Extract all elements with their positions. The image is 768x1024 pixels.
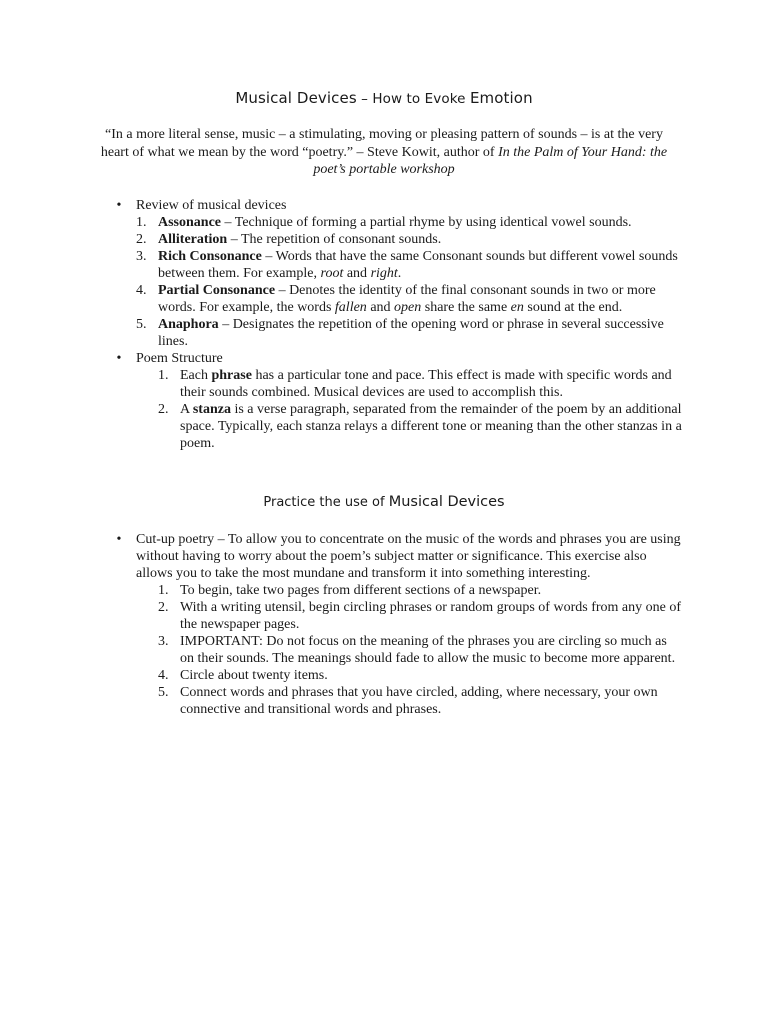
step-text: To begin, take two pages from different sections of a newspaper.: [180, 583, 542, 598]
list-number: 2.: [158, 402, 169, 417]
list-number: 3.: [136, 249, 147, 264]
cutup-section: [112, 531, 682, 718]
connector: and: [366, 300, 395, 315]
example-word: open: [394, 300, 422, 315]
step-text: Connect words and phrases that you have circled, adding, where necessary, your own connective and transitional words and phrases.: [180, 685, 658, 717]
definition: Technique of forming a partial rhyme by using identical vowel sounds.: [234, 215, 632, 230]
separator: –: [221, 215, 235, 230]
definition: The repetition of consonant sounds.: [240, 232, 442, 247]
punctuation: .: [397, 266, 402, 281]
example-word: root: [320, 266, 344, 281]
list-item: [158, 599, 682, 633]
term: Partial Consonance: [158, 283, 276, 298]
list-item: [158, 367, 682, 401]
review-heading: Review of musical devices: [136, 198, 287, 213]
list-number: 3.: [158, 634, 169, 649]
list-number: 4.: [158, 668, 169, 683]
quote-text: “In a more literal sense, music – a stimulating, moving or pleasing pattern of sounds – is at the very heart of what we mean by the word “poetry.” – Steve Kowit, author of: [100, 127, 663, 160]
step-text: Circle about twenty items.: [180, 668, 328, 683]
text: Each: [180, 368, 212, 383]
example-word: en: [510, 300, 524, 315]
practice-heading-emphasis: Musical Devices: [388, 494, 505, 510]
step-text: IMPORTANT: Do not focus on the meaning of the phrases you are circling so much as on their sounds. The meanings should fade to allow the music to become more apparent.: [180, 634, 676, 666]
list-item: [158, 667, 682, 684]
title-sub: How to Evoke: [372, 91, 470, 107]
title-main: Musical Devices: [235, 89, 357, 107]
bullet-cutup: [112, 531, 682, 718]
list-number: 1.: [158, 368, 169, 383]
review-list: [136, 214, 682, 350]
term: Alliteration: [158, 232, 228, 247]
list-item: [136, 214, 682, 231]
list-item: [136, 282, 682, 316]
term: stanza: [192, 402, 231, 417]
definition: Designates the repetition of the opening word or phrase in several successive lines.: [158, 317, 664, 349]
term: Assonance: [158, 215, 222, 230]
list-item: [158, 633, 682, 667]
bullet-review: [112, 197, 682, 350]
title-end: Emotion: [469, 89, 533, 107]
list-item: [158, 684, 682, 718]
list-number: 5.: [136, 317, 147, 332]
bullet-structure: [112, 350, 682, 452]
step-text: With a writing utensil, begin circling phrases or random groups of words from any one of the newspaper pages.: [180, 600, 681, 632]
bullet-dot: •: [116, 532, 122, 547]
list-number: 2.: [136, 232, 147, 247]
separator: –: [218, 317, 233, 332]
connector: and: [343, 266, 371, 281]
definition: has a particular tone and pace. This effect is made with specific words and their sounds combined. Musical devices are used to accomplish this.: [180, 368, 672, 400]
definition-end: sound at the end.: [523, 300, 623, 315]
list-item: [158, 582, 682, 599]
example-word: right: [370, 266, 398, 281]
list-number: 2.: [158, 600, 169, 615]
list-number: 1.: [136, 215, 147, 230]
list-number: 1.: [158, 583, 169, 598]
practice-heading-text: Practice the use of: [263, 495, 389, 510]
practice-heading: [0, 494, 768, 511]
list-number: 5.: [158, 685, 169, 700]
definition: is a verse paragraph, separated from the remainder of the poem by an additional space. Typically, each stanza relays a different tone or meaning than the other stanzas in a poem.: [180, 402, 682, 451]
definition: Words that have the same Consonant sounds but different vowel sounds between them. For example,: [158, 249, 678, 281]
list-item: [136, 316, 682, 350]
bullet-dot: •: [116, 198, 122, 213]
page-title: [0, 90, 768, 108]
connector: share the same: [421, 300, 511, 315]
epigraph-quote: [90, 126, 678, 179]
separator: –: [227, 232, 241, 247]
list-item: [136, 231, 682, 248]
term: phrase: [211, 368, 252, 383]
review-section: [112, 197, 682, 452]
definition: Denotes the identity of the final consonant sounds in two or more words. For example, the words: [158, 283, 656, 315]
separator: –: [261, 249, 276, 264]
cutup-steps: [158, 582, 682, 718]
separator: –: [275, 283, 290, 298]
list-item: [136, 248, 682, 282]
term: Rich Consonance: [158, 249, 262, 264]
text: A: [180, 402, 193, 417]
term: Anaphora: [158, 317, 219, 332]
structure-heading: Poem Structure: [136, 351, 223, 366]
bullet-dot: •: [116, 351, 122, 366]
list-number: 4.: [136, 283, 147, 298]
title-dash: –: [356, 91, 373, 107]
structure-list: [158, 367, 682, 452]
example-word: fallen: [334, 300, 367, 315]
quote-book-title: In the Palm of Your Hand: the poet’s portable workshop: [313, 144, 668, 177]
list-item: [158, 401, 682, 452]
cutup-intro: Cut-up poetry – To allow you to concentrate on the music of the words and phrases you are using without having to worry about the poem’s subject matter or significance. This exercise also allows you to take the most mundane and transform it into something interesting.: [136, 532, 681, 581]
